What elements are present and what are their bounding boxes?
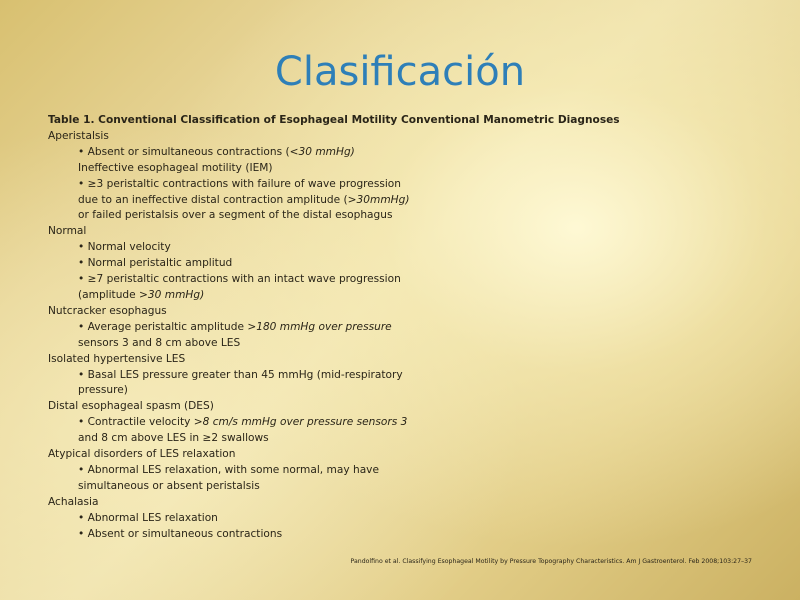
table-text: • Abnormal LES relaxation, with some normal, may have — [78, 463, 379, 476]
table-text: • ≥3 peristaltic contractions with failure of wave progression — [78, 177, 401, 190]
table-text: Ineffective esophageal motility (IEM) — [78, 161, 273, 174]
table-item — [48, 368, 748, 384]
slide-title: Clasificación — [274, 49, 526, 95]
table-body — [48, 129, 748, 543]
table-category — [48, 304, 748, 320]
table-text: Nutcracker esophagus — [48, 304, 167, 317]
table-item — [48, 511, 748, 527]
table-text: • Absent or simultaneous contractions — [78, 527, 283, 540]
table-category — [48, 495, 748, 511]
table-text: or failed peristalsis over a segment of the distal esophagus — [78, 209, 393, 222]
table-item — [48, 240, 748, 256]
table-item — [48, 479, 748, 495]
table-text: (amplitude — [78, 288, 140, 301]
table-text: >30mmHg) — [347, 193, 410, 206]
classification-table — [48, 113, 748, 542]
table-text: Atypical disorders of LES relaxation — [48, 448, 236, 461]
table-text: Normal — [48, 225, 87, 238]
table-text: • ≥7 peristaltic contractions with an intact wave progression — [78, 273, 401, 286]
table-item — [48, 145, 748, 161]
table-text: and 8 cm above LES in ≥2 swallows — [78, 432, 269, 445]
table-text: Achalasia — [48, 495, 99, 508]
table-category — [48, 352, 748, 368]
table-text: Distal esophageal spasm (DES) — [48, 400, 214, 413]
table-text: • Abnormal LES relaxation — [78, 511, 218, 524]
table-text: • Basal LES pressure greater than 45 mmHg (mid-respiratory — [78, 368, 403, 381]
table-text: >180 mmHg over pressure — [247, 320, 392, 333]
table-text: <30 mmHg) — [289, 145, 355, 158]
table-item — [48, 431, 748, 447]
table-text: >8 cm/s mmHg over pressure sensors 3 — [193, 416, 408, 429]
table-category — [48, 447, 748, 463]
table-caption: Table 1. Conventional Classification of Esophageal Motility Conventional Manometric Diagnoses — [48, 114, 620, 126]
table-text: • Contractile velocity — [78, 416, 194, 429]
table-text: >30 mmHg) — [139, 288, 205, 301]
table-item — [48, 336, 748, 352]
table-text: Aperistalsis — [48, 129, 109, 142]
table-item — [48, 193, 748, 209]
table-item — [48, 415, 748, 431]
table-item — [48, 256, 748, 272]
table-item — [48, 161, 748, 177]
table-text: Isolated hypertensive LES — [48, 352, 186, 365]
table-text: simultaneous or absent peristalsis — [78, 479, 260, 492]
table-category — [48, 399, 748, 415]
table-item — [48, 288, 748, 304]
table-item — [48, 177, 748, 193]
table-item — [48, 383, 748, 399]
table-item — [48, 320, 748, 336]
table-category — [48, 224, 748, 240]
table-item — [48, 208, 748, 224]
table-item — [48, 527, 748, 543]
source-citation: Pandolfino et al. Classifying Esophageal Motility by Pressure Topography Characteristics. Am J Gastroenterol. Feb 2008;103:27–37 — [350, 558, 752, 565]
table-text: sensors 3 and 8 cm above LES — [78, 336, 241, 349]
table-text: • Normal peristaltic amplitud — [78, 257, 233, 270]
table-text: due to an ineffective distal contraction amplitude ( — [78, 193, 348, 206]
table-text: • Absent or simultaneous contractions ( — [78, 145, 290, 158]
table-text: • Normal velocity — [78, 241, 171, 254]
table-text: • Average peristaltic amplitude — [78, 320, 248, 333]
table-category — [48, 129, 748, 145]
table-text: pressure) — [78, 384, 128, 397]
table-item — [48, 272, 748, 288]
table-item — [48, 463, 748, 479]
